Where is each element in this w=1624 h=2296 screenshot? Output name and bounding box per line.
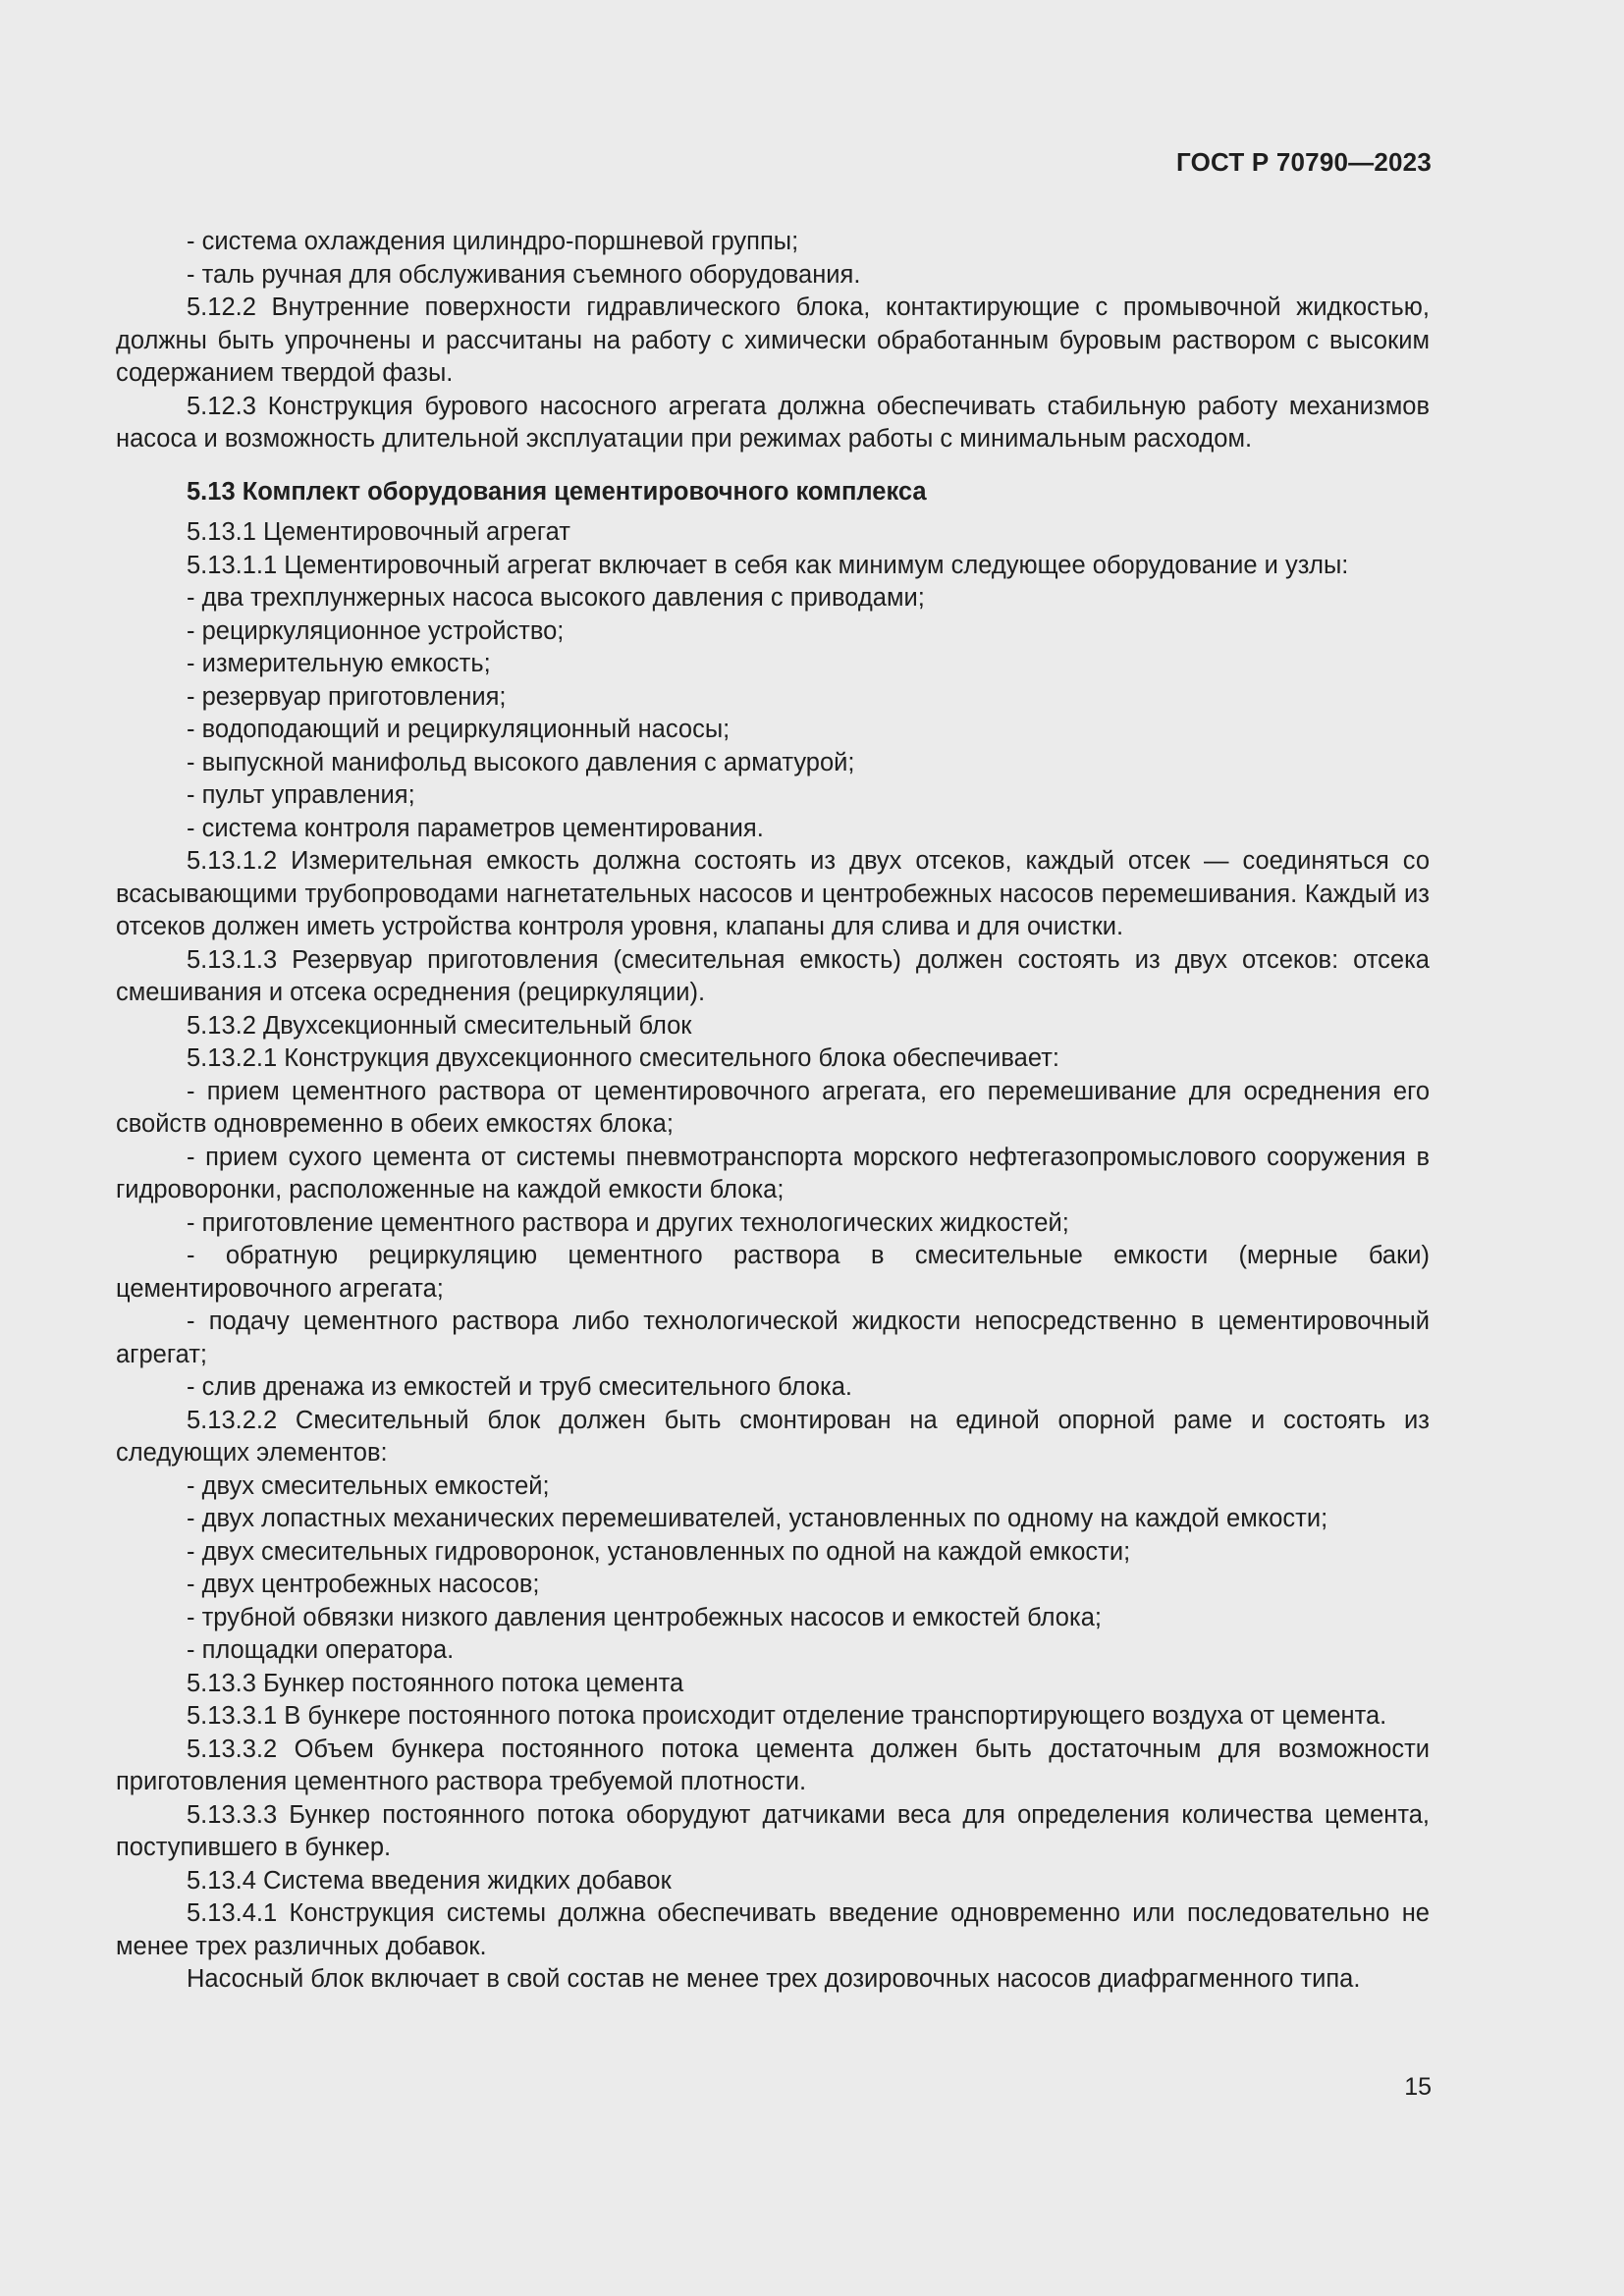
- page-number: 15: [1404, 2073, 1432, 2101]
- subsection-title: 5.13.3 Бункер постоянного потока цемента: [187, 1669, 684, 1697]
- list-item: - площадки оператора.: [187, 1636, 455, 1664]
- document-body: [116, 226, 1430, 1997]
- list-item: - слив дренажа из емкостей и труб смесительного блока.: [187, 1373, 852, 1401]
- list-item: - трубной обвязки низкого давления центробежных насосов и емкостей блока;: [187, 1603, 1102, 1631]
- paragraph: 5.12.2 Внутренние поверхности гидравлического блока, контактирующие с промывочной жидкостью, должны быть упрочнены и рассчитаны на работу с химически обработанным буровым раствором с высоким содержанием твердой фазы.: [116, 294, 1430, 387]
- list-item: - таль ручная для обслуживания съемного оборудования.: [187, 260, 861, 289]
- list-item: - рециркуляционное устройство;: [187, 616, 565, 645]
- list-item: - двух лопастных механических перемешивателей, установленных по одному на каждой емкости;: [187, 1505, 1328, 1532]
- list-item: - двух центробежных насосов;: [187, 1571, 540, 1598]
- paragraph: 5.13.2.1 Конструкция двухсекционного смесительного блока обеспечивает:: [187, 1044, 1059, 1072]
- list-item: - система охлаждения цилиндро-поршневой группы;: [187, 228, 799, 255]
- paragraph: 5.13.2.2 Смесительный блок должен быть смонтирован на единой опорной раме и состоять из следующих элементов:: [116, 1406, 1430, 1467]
- list-item: - прием цементного раствора от цементировочного агрегата, его перемешивание для осреднения его свойств одновременно в обеих емкостях блока;: [116, 1077, 1430, 1138]
- list-item: - двух смесительных емкостей;: [187, 1471, 550, 1500]
- section-heading: 5.13 Комплект оборудования цементировочного комплекса: [187, 477, 927, 506]
- list-item: - резервуар приготовления;: [187, 682, 507, 711]
- paragraph: 5.13.3.3 Бункер постоянного потока оборудуют датчиками веса для определения количества цемента, поступившего в бункер.: [116, 1800, 1430, 1861]
- subsection-title: 5.13.2 Двухсекционный смесительный блок: [187, 1011, 692, 1040]
- list-item: - подачу цементного раствора либо технологической жидкости непосредственно в цементировочный агрегат;: [116, 1308, 1430, 1368]
- list-item: - обратную рециркуляцию цементного раствора в смесительные емкости (мерные баки) цементировочного агрегата;: [116, 1242, 1430, 1303]
- paragraph: 5.13.1.1 Цементировочный агрегат включает в себя как минимум следующее оборудование и узлы:: [187, 551, 1349, 579]
- paragraph: 5.13.3.1 В бункере постоянного потока происходит отделение транспортирующего воздуха от цемента.: [187, 1702, 1387, 1730]
- list-item: - пульт управления;: [187, 781, 415, 809]
- list-item: - прием сухого цемента от системы пневмотранспорта морского нефтегазопромыслового сооружения в гидроворонки, расположенные на каждой емкости блока;: [116, 1143, 1430, 1203]
- paragraph: 5.13.4.1 Конструкция системы должна обеспечивать введение одновременно или последовательно не менее трех различных добавок.: [116, 1899, 1430, 1960]
- list-item: - приготовление цементного раствора и других технологических жидкостей;: [187, 1208, 1069, 1237]
- paragraph: 5.13.1.3 Резервуар приготовления (смесительная емкость) должен состоять из двух отсеков: отсека смешивания и отсека осреднения (рециркуляции).: [116, 945, 1430, 1006]
- paragraph: 5.12.3 Конструкция бурового насосного агрегата должна обеспечивать стабильную работу механизмов насоса и возможность длительной эксплуатации при режимах работы с минимальным расходом.: [116, 392, 1430, 453]
- paragraph: Насосный блок включает в свой состав не менее трех дозировочных насосов диафрагменного типа.: [187, 1965, 1361, 1993]
- list-item: - двух смесительных гидроворонок, установленных по одной на каждой емкости;: [187, 1537, 1131, 1566]
- paragraph: 5.13.1.2 Измерительная емкость должна состоять из двух отсеков, каждый отсек — соединяться со всасывающими трубопроводами нагнетательных насосов и центробежных насосов перемешивания. Каждый из отсеков должен иметь устройства контроля уровня, клапаны для слива и для очистки.: [116, 847, 1430, 940]
- list-item: - выпускной манифольд высокого давления с арматурой;: [187, 748, 855, 776]
- document-designation: ГОСТ Р 70790—2023: [1176, 147, 1432, 177]
- paragraph: 5.13.3.2 Объем бункера постоянного потока цемента должен быть достаточным для возможности приготовления цементного раствора требуемой плотности.: [116, 1735, 1430, 1795]
- subsection-title: 5.13.4 Система введения жидких добавок: [187, 1866, 672, 1895]
- list-item: - водоподающий и рециркуляционный насосы;: [187, 716, 731, 743]
- list-item: - измерительную емкость;: [187, 650, 491, 677]
- list-item: - два трехплунжерных насоса высокого давления с приводами;: [187, 584, 925, 612]
- list-item: - система контроля параметров цементирования.: [187, 814, 764, 842]
- subsection-title: 5.13.1 Цементировочный агрегат: [187, 518, 570, 546]
